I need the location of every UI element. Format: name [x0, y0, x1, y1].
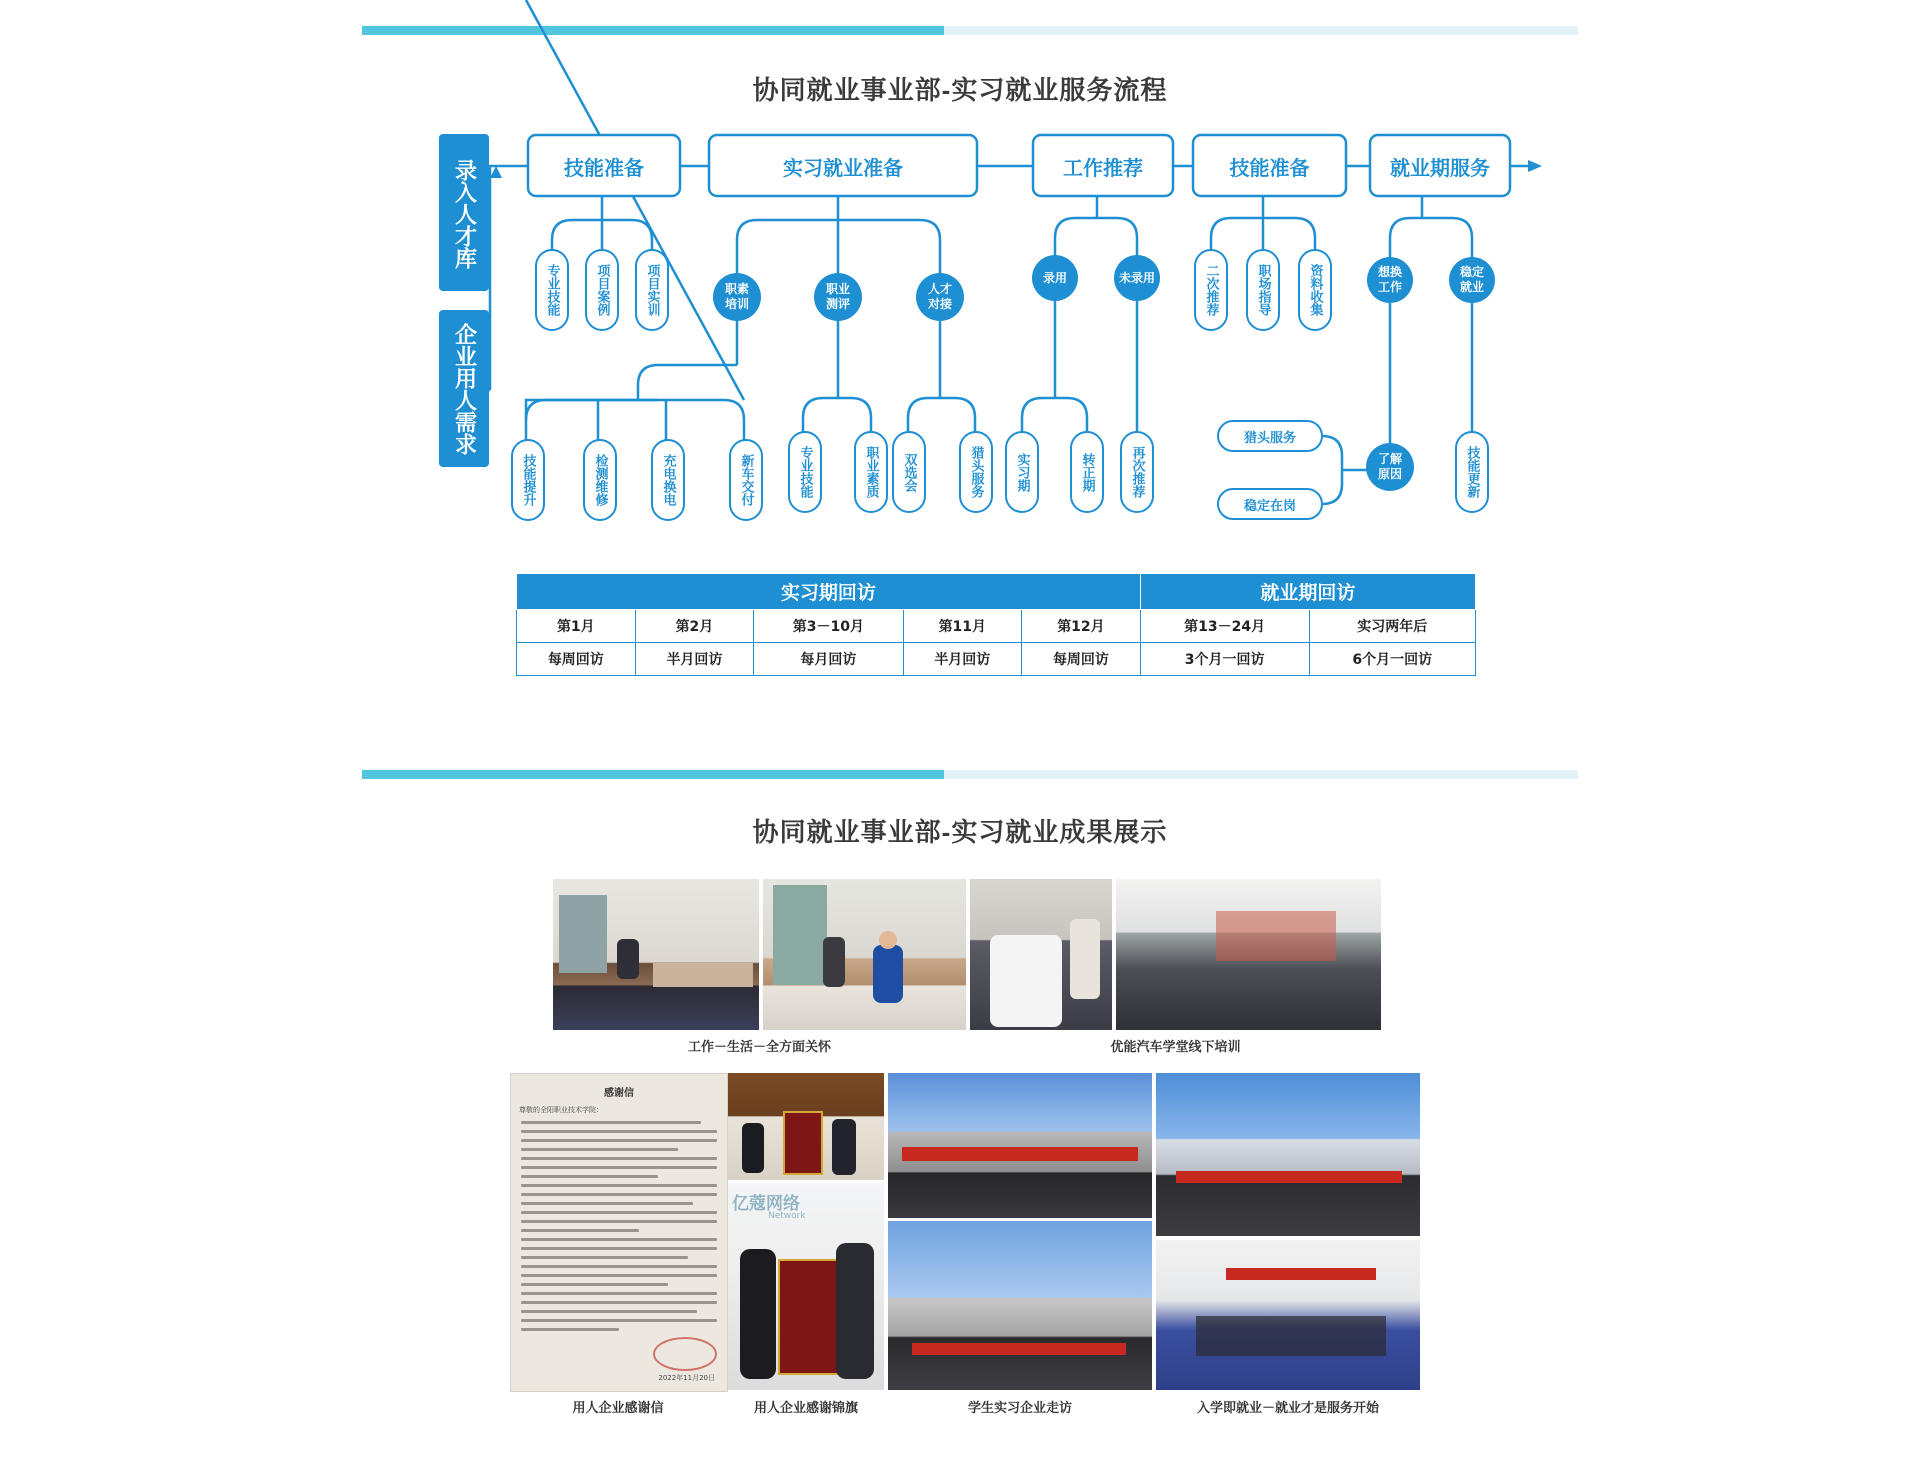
- circle-hired: 录用: [1042, 270, 1067, 285]
- talent-pool-box: 录入人才库: [451, 159, 477, 269]
- photo-company-visit-1: [888, 1073, 1152, 1218]
- period-cell: 第3－10月: [754, 610, 903, 643]
- frequency-cell: 每月回访: [754, 643, 903, 676]
- banner-network-text: Network: [768, 1211, 806, 1221]
- results-title: 协同就业事业部-实习就业成果展示: [752, 817, 1168, 847]
- circle-want-job-change: 想换 工作: [1377, 265, 1402, 294]
- letter-salutation: 尊敬的全阳职业技术学院：: [519, 1106, 603, 1114]
- item-professional-skill: 专业技能: [544, 264, 560, 316]
- section-divider-accent-2: [362, 770, 944, 779]
- item-second-recommend: 二次推荐: [1203, 264, 1219, 316]
- visit-schedule-table: [516, 573, 1476, 676]
- item-probation-period: 转正期: [1079, 452, 1095, 492]
- photo-training-class-2: [1116, 879, 1381, 1030]
- item-internship-period: 实习期: [1014, 452, 1030, 492]
- item-stable-position: 稳定在岗: [1243, 498, 1296, 514]
- stage-job-recommend: 工作推荐: [1063, 156, 1143, 180]
- period-row: [517, 610, 1476, 643]
- caption-care: 工作－生活－全方面关怀: [687, 1040, 831, 1055]
- photo-banner-award-1: [728, 1073, 884, 1180]
- item-project-training: 项目实训: [644, 264, 660, 316]
- photo-banner-award-2: [728, 1183, 884, 1390]
- frequency-cell: 半月回访: [903, 643, 1022, 676]
- photo-training-class-1: [970, 879, 1112, 1030]
- item-professional-skill-2: 专业技能: [797, 446, 813, 498]
- process-title: 协同就业事业部-实习就业服务流程: [752, 75, 1168, 105]
- item-re-recommend: 再次推荐: [1129, 446, 1145, 498]
- section-divider-light-2: [944, 770, 1578, 779]
- photo-dorm-room-1: [553, 879, 759, 1030]
- period-cell: 第12月: [1022, 610, 1141, 643]
- caption-company-visit: 学生实习企业走访: [967, 1401, 1072, 1416]
- frequency-cell: 每周回访: [1022, 643, 1141, 676]
- frequency-cell: 半月回访: [635, 643, 754, 676]
- letter-heading: 感谢信: [604, 1088, 634, 1099]
- item-skill-upgrade: 技能提升: [520, 454, 536, 506]
- item-professional-quality: 职业素质: [863, 446, 879, 498]
- stage-employment-service: 就业期服务: [1390, 156, 1490, 180]
- period-cell: 第13－24月: [1140, 610, 1309, 643]
- caption-enrollment: 入学即就业－就业才是服务开始: [1196, 1401, 1379, 1416]
- frequency-cell: 6个月一回访: [1309, 643, 1475, 676]
- photo-company-visit-2: [888, 1221, 1152, 1390]
- item-charging-swap: 充电换电: [660, 454, 676, 506]
- employment-visit-header: 就业期回访: [1140, 574, 1475, 610]
- period-cell: 第11月: [903, 610, 1022, 643]
- item-skill-update: 技能更新: [1464, 446, 1480, 498]
- period-cell: 第2月: [635, 610, 754, 643]
- item-document-collection: 资料收集: [1307, 264, 1323, 316]
- stage-skill-prep: 技能准备: [564, 156, 644, 180]
- frequency-cell: 3个月一回访: [1140, 643, 1309, 676]
- caption-thank-letter: 用人企业感谢信: [572, 1401, 664, 1416]
- circle-career-assessment: 职业 测评: [825, 282, 850, 311]
- period-cell: 第1月: [517, 610, 636, 643]
- circle-stable-employment: 稳定 就业: [1459, 265, 1484, 294]
- circle-understand-reason: 了解 原因: [1377, 452, 1402, 481]
- thank-you-letter: [510, 1073, 728, 1392]
- item-job-fair: 双选会: [901, 452, 917, 492]
- item-workplace-guidance: 职场指导: [1255, 264, 1271, 316]
- banner-brand-text: 亿蔻网络: [732, 1194, 800, 1214]
- circle-professional-training: 职素 培训: [724, 282, 749, 311]
- item-project-case: 项目案例: [594, 264, 610, 316]
- period-cell: 实习两年后: [1309, 610, 1475, 643]
- caption-training: 优能汽车学堂线下培训: [1110, 1040, 1241, 1055]
- item-new-car-delivery: 新车交付: [738, 454, 754, 506]
- internship-visit-header: 实习期回访: [517, 574, 1141, 610]
- stage-employment-prep: 实习就业准备: [783, 156, 903, 180]
- frequency-row: [517, 643, 1476, 676]
- item-inspection-repair: 检测维修: [592, 454, 608, 506]
- letter-date: 2022年11月20日: [658, 1374, 715, 1382]
- item-headhunting-service: 猎头服务: [1243, 430, 1296, 446]
- frequency-cell: 每周回访: [517, 643, 636, 676]
- circle-talent-matching: 人才 对接: [927, 282, 952, 311]
- caption-banner: 用人企业感谢锦旗: [753, 1401, 858, 1416]
- photo-dorm-room-2: [763, 879, 966, 1030]
- employer-demand-box: 企业用人需求: [451, 323, 477, 455]
- item-headhunting: 猎头服务: [968, 446, 984, 498]
- photo-company-visit-3: [1156, 1073, 1420, 1236]
- photo-enrollment-lecture: [1156, 1240, 1420, 1390]
- stage-skill-prep-2: 技能准备: [1229, 156, 1310, 180]
- circle-not-hired: 未录用: [1118, 270, 1155, 285]
